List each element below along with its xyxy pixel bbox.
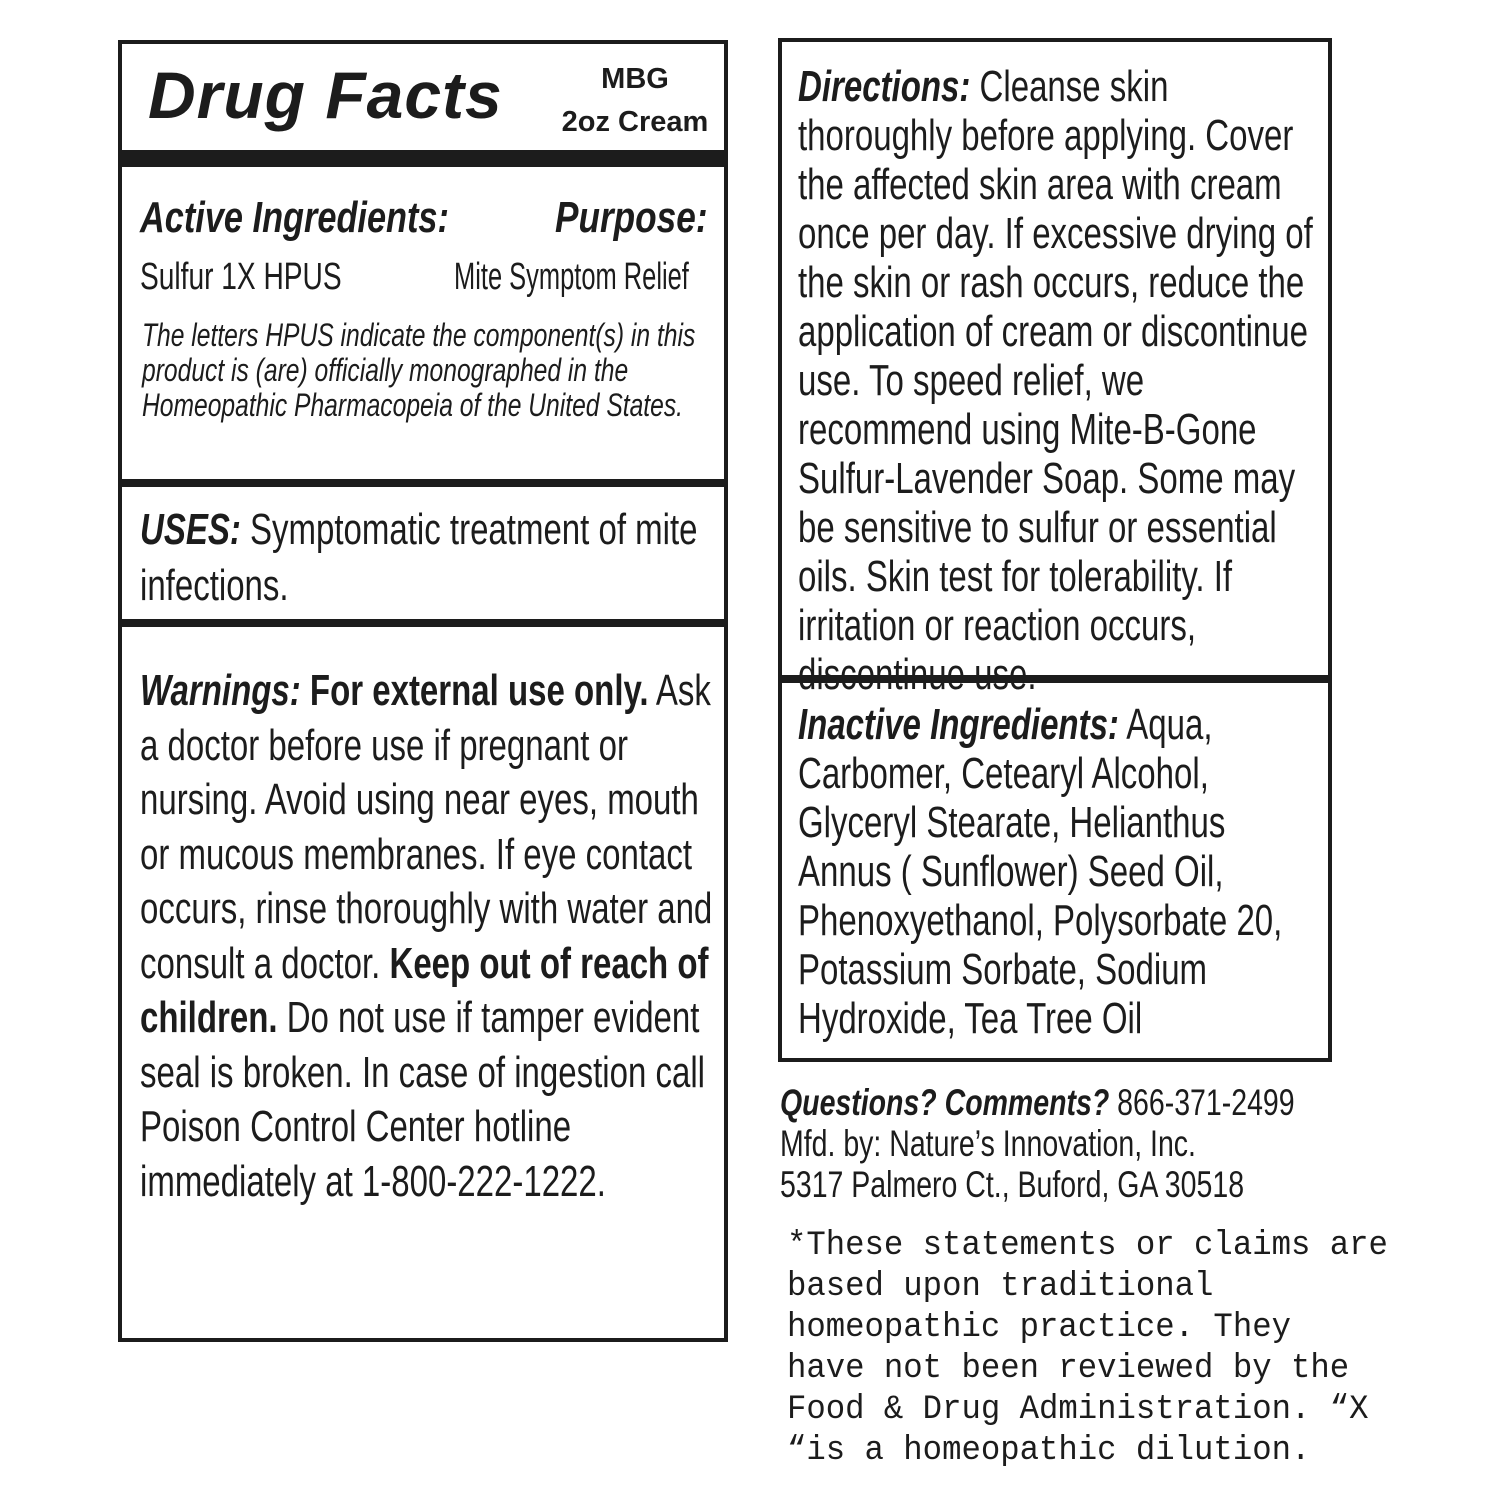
product-size: 2oz Cream bbox=[561, 106, 709, 138]
uses-text: Symptomatic treatment of mite infections. bbox=[140, 505, 698, 610]
uses-section bbox=[140, 502, 710, 614]
warnings-section bbox=[140, 664, 725, 1209]
phone-number: 866-371-2499 bbox=[1117, 1082, 1295, 1123]
drug-facts-title: Drug Facts bbox=[148, 58, 503, 132]
inactive-ingredients-text: Aqua, Carbomer, Cetearyl Alcohol, Glyceryl Stearate, Helianthus Annus ( Sunflower) Seed Oil, Phenoxyethanol, Polysorbate 20, Potassium Sorbate, Sodium Hydroxide, Tea Tree Oil bbox=[798, 700, 1283, 1043]
questions-label: Questions? Comments? bbox=[780, 1082, 1110, 1123]
active-ingredients-heading: Active Ingredients: bbox=[140, 193, 449, 242]
product-name bbox=[554, 58, 716, 144]
header-divider bbox=[118, 150, 728, 167]
active-ingredient-name: Sulfur 1X HPUS bbox=[140, 256, 342, 298]
address: 5317 Palmero Ct., Buford, GA 30518 bbox=[780, 1164, 1245, 1205]
uses-label: USES: bbox=[140, 505, 241, 554]
warnings-label: Warnings: bbox=[140, 666, 301, 715]
warnings-text: Ask a doctor before use if pregnant or nursing. Avoid using near eyes, mouth or mucous membranes. If eye contact occurs, rinse thoroughly with water and consult a doctor. bbox=[140, 666, 713, 988]
disclaimer-text: *These statements or claims are based upon traditional homeopathic practice. They have not been reviewed by the Food & Drug Administration. “X “is a homeopathic dilution. bbox=[787, 1227, 1388, 1470]
manufacturer: Mfd. by: Nature’s Innovation, Inc. bbox=[780, 1123, 1196, 1164]
directions-text: Cleanse skin thoroughly before applying. Cover the affected skin area with cream once per day. If excessive drying of the skin or rash occurs, reduce the application of cream or discontinue use. To speed relief, we recommend using Mite-B-Gone Sulfur-Lavender Soap. Some may be sensitive to sulfur or essential oils. Skin test for tolerability. If irritation or reaction occurs, discontinue use. bbox=[798, 62, 1313, 699]
inactive-ingredients-section bbox=[798, 700, 1323, 1043]
hpus-note: The letters HPUS indicate the component(s) in this product is (are) officially monographed in the Homeopathic Pharmacopeia of the United States. bbox=[142, 317, 696, 423]
contact-info bbox=[780, 1082, 1334, 1205]
purpose-heading: Purpose: bbox=[555, 193, 708, 242]
tamper-warning-text: Do not use if tamper evident seal is broken. In case of ingestion call Poison Control Center hotline immediately at 1-800-222-1222. bbox=[140, 993, 705, 1206]
directions-label: Directions: bbox=[798, 62, 971, 111]
active-ingredient-purpose: Mite Symptom Relief bbox=[454, 256, 689, 298]
inactive-ingredients-label: Inactive Ingredients: bbox=[798, 700, 1119, 749]
directions-section bbox=[798, 62, 1319, 699]
uses-section-divider bbox=[118, 619, 728, 627]
children-warning: Keep out of reach of children. bbox=[140, 938, 709, 1042]
active-section-divider bbox=[118, 479, 728, 487]
external-use-warning: For external use only. bbox=[309, 666, 649, 715]
product-code: MBG bbox=[601, 63, 669, 95]
